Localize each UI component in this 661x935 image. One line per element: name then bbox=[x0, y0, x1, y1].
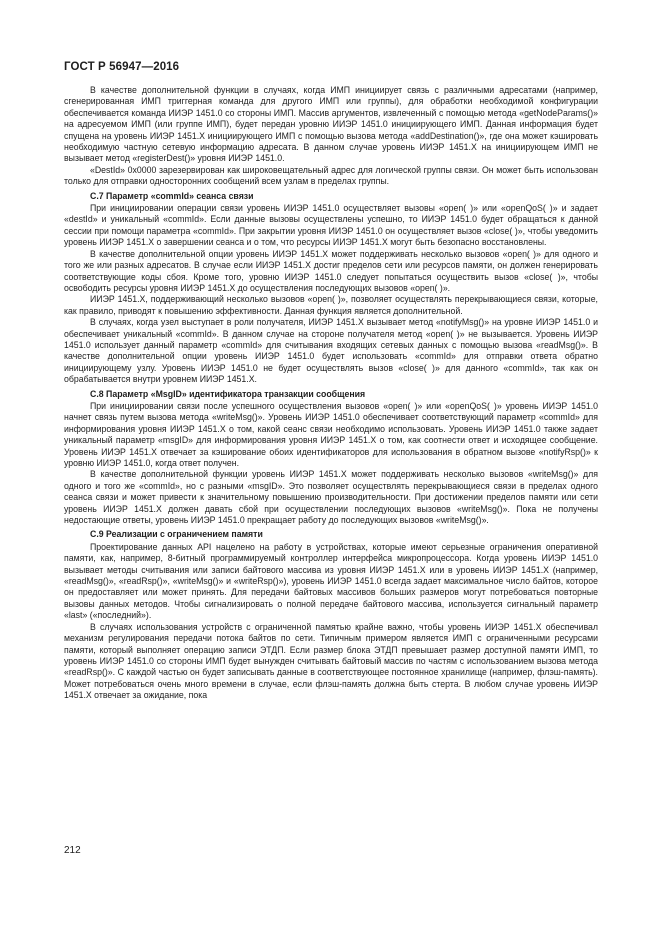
paragraph: При инициировании связи после успешного осуществления вызовов «open( )» или «openQoS( )» уровень ИИЭР 1451.0 начнет связь путем вызова метода «writeMsg()». Уровень ИИЭР 1451.0 обеспечивает соответствующий параметр «commId» для информирования уровня ИИЭР 1451.X о том, какой сеанс связи необходимо использовать. Уровень ИИЭР 1451.0 также задает уникальный параметр «msgID» для информирования уровня ИИЭР 1451.X о том, как соотнести ответ и исходящее сообщение. Уровень ИИЭР 1451.X отвечает за кэширование обоих идентификаторов для использования в обратном вызове «notifyRsp()» к уровню ИИЭР 1451.0, когда ответ получен. bbox=[64, 400, 598, 468]
paragraph: В качестве дополнительной функции уровень ИИЭР 1451.X может поддерживать несколько вызовов «writeMsg()» для одного и того же «commId», но с разными «msgID». Это позволяет осуществлять перекрывающиеся связи в пределах одного сеанса связи и может привести к значительному повышению производительности. При достижении пределов памяти или сети уровень ИИЭР 1451.X должен давать сбой при осуществлении последующих вызовов «writeMsg()». Пока не получены недостающие ответы, уровень ИИЭР 1451.0 прекращает работу до последующих вызовов «writeMsg()». bbox=[64, 469, 598, 526]
paragraph: «DestId» 0х0000 зарезервирован как широковещательный адрес для логической группы связи. Он может быть использован только для отправки односторонних сообщений всем узлам в пределах группы. bbox=[64, 164, 598, 187]
section-heading: С.7 Параметр «commId» сеанса связи bbox=[90, 190, 254, 201]
paragraph: В случаях использования устройств с ограниченной памятью крайне важно, чтобы уровень ИИЭР 1451.X обеспечивал механизм регулирования передачи потока байтов по сети. Типичным примером является ИМП с ограниченными ресурсами памяти, который выполняет операцию записи ЭТДП. Если размер блока ЭТДП превышает размер доступной памяти ИМП, то уровень ИИЭР 1451.0 со стороны ИМП будет вынужден считывать байтовый массив по частям с использованием вызова метода «readRsp()». С каждой частью он будет записывать данные в соответствующее постоянное хранилище (например, флэш-память). Может потребоваться очень много времени в случае, если флэш-память должна быть стерта. В любом случае уровень ИИЭР 1451.X отвечает за ожидание, пока bbox=[64, 621, 598, 701]
paragraph: При инициировании операции связи уровень ИИЭР 1451.0 осуществляет вызовы «open( )» или «openQoS( )» и задает «destId» и уникальный «commId». Если данные вызовы осуществлены успешно, то ИИЭР 1451.0 будет обращаться к данной сессии при помощи параметра «commId». При закрытии уровня ИИЭР 1451.0 он осуществляет вызов «close( )», чтобы уведомить уровень ИИЭР 1451.X о завершении сеанса и о том, что ресурсы ИИЭР 1451.X могут быть безопасно восстановлены. bbox=[64, 203, 598, 248]
document-body bbox=[64, 85, 598, 702]
paragraph: Проектирование данных API нацелено на работу в устройствах, которые имеют серьезные ограничения оперативной памяти, как, например, 8-битный программируемый контроллер интерфейса микропроцессора. Когда уровень ИИЭР 1451.0 вызывает методы считывания или записи байтового массива из уровня ИИЭР 1451.X или в уровень ИИЭР 1451.X (например, «readMsg()», «readRsp()», «writeMsg()» и «writeRsp()»), уровень ИИЭР 1451.0 всегда задает максимальное число байтов, которое он предоставляет или может принять. Для передачи байтовых массивов больших размеров могут потребоваться повторные вызовы данных методов. Чтобы сигнализировать о полной передаче байтового массива, используется сигнальный параметр «last» («последний»). bbox=[64, 541, 598, 621]
paragraph: В качестве дополнительной функции в случаях, когда ИМП инициирует связь с различными адресатами (например, сгенерированная ИМП триггерная команда для другого ИМП или группы), для обработки необходимой конфигурации обеспечивается команда ИИЭР 1451.0 со стороны ИМП. Массив аргументов, извлеченный с помощью метода «getNodeParams()» на адресуемом ИМП (или группе ИМП), будет передан уровню ИИЭР 1451.0 инициирующего ИМП. Данная информация будет спущена на уровень ИИЭР 1451.X инициирующего ИМП с помощью вызова метода «addDestination()», где она может кэшировать необходимую частную сетевую информацию адресата. В данном случае уровень ИИЭР 1451.X на инициирующем ИМП не вызывает метод «registerDest()» уровня ИИЭР 1451.0. bbox=[64, 85, 598, 164]
paragraph: В случаях, когда узел выступает в роли получателя, ИИЭР 1451.X вызывает метод «notifyMsg()» на уровне ИИЭР 1451.0 и обеспечивает уникальный «commId». В данном случае на стороне получателя метод «open( )» не вызывается. Уровень ИИЭР 1451.0 использует данный параметр «commId» для считывания входящих сетевых данных с помощью вызова «readMsg()». В качестве дополнительной опции уровень ИИЭР 1451.0 будет использовать «commId» для отправки ответа обратно инициирующему узлу. Уровень ИИЭР 1451.0 не будет осуществлять вызов «close( )» для данного «commId», так как он обрабатывается внутри уровнем ИИЭР 1451.X. bbox=[64, 317, 598, 385]
section-heading: С.8 Параметр «MsgID» идентификатора транзакции сообщения bbox=[90, 388, 366, 399]
paragraph: В качестве дополнительной опции уровень ИИЭР 1451.X может поддерживать несколько вызовов «open( )» для одного и того же или разных адресатов. В случае если ИИЭР 1451.X достиг пределов сети или ресурсов памяти, он должен генерировать соответствующие коды сбоя. Кроме того, уровню ИИЭР 1451.0 следует попытаться осуществить вызов «close( )», чтобы освободить ресурсы уровня ИИЭР 1451.X до осуществления последующих вызовов «open( )». bbox=[64, 248, 598, 293]
section-heading: С.9 Реализации с ограничением памяти bbox=[90, 529, 263, 540]
page-header-standard: ГОСТ Р 56947—2016 bbox=[64, 61, 180, 73]
page-number: 212 bbox=[64, 845, 81, 856]
paragraph: ИИЭР 1451.X, поддерживающий несколько вызовов «open( )», позволяет осуществлять перекрывающиеся связи, которые, как правило, приводят к повышению эффективности. Данная функция является дополнительной. bbox=[64, 294, 598, 316]
